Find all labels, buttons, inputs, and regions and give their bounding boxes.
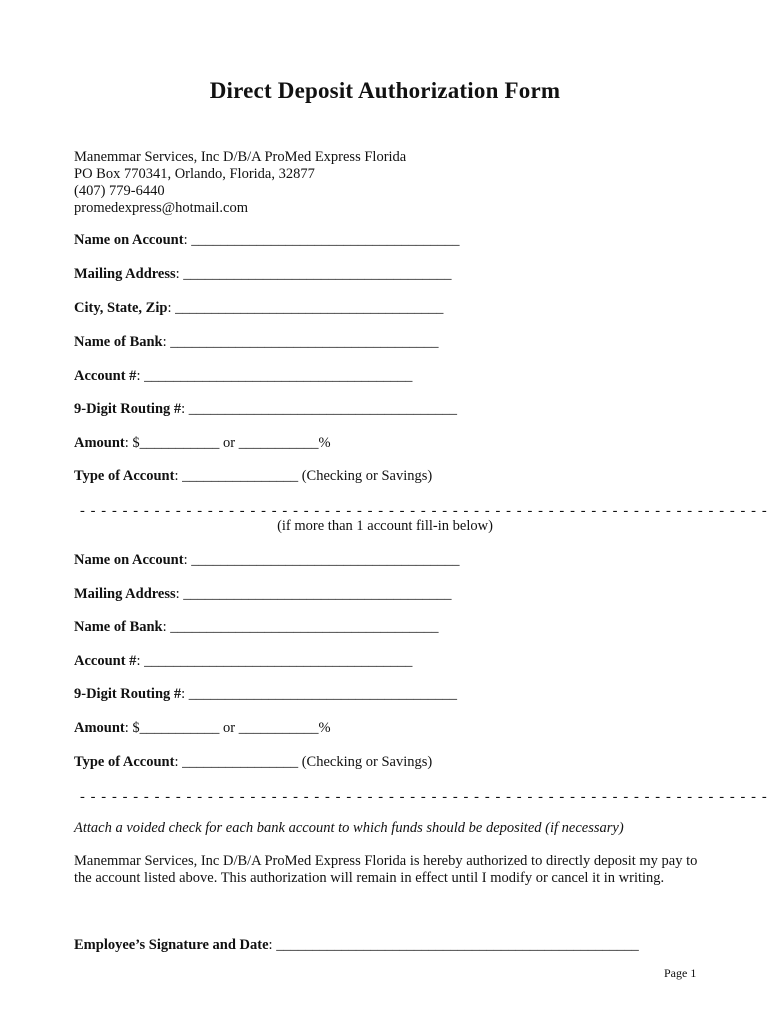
field-label: 9-Digit Routing # [74,686,182,702]
field-mailing-address[interactable] [74,266,452,283]
field-blank[interactable]: : ________________ (Checking or Savings) [174,468,433,484]
field-blank[interactable]: : __________________________________________________ [268,937,639,953]
field-label: Mailing Address [74,266,176,282]
field-blank[interactable]: : ________________ (Checking or Savings) [174,754,433,770]
field-blank[interactable]: : _____________________________________ [162,334,439,350]
field-blank[interactable]: : _____________________________________ [183,552,460,568]
field-name-of-bank[interactable] [74,334,439,351]
company-email: promedexpress@hotmail.com [74,200,249,216]
company-name: Manemmar Services, Inc D/B/A ProMed Express Florida [74,149,407,165]
field-blank[interactable]: : _____________________________________ [162,619,439,635]
field-blank[interactable]: : _____________________________________ [136,653,413,669]
additional-account-note: (if more than 1 account fill-in below) [277,518,493,534]
field-account-type-2[interactable] [74,754,432,771]
field-account-type[interactable] [74,468,432,485]
company-info [74,149,406,217]
field-label: 9-Digit Routing # [74,401,182,417]
field-blank[interactable]: : _____________________________________ [167,300,444,316]
field-signature-date[interactable] [74,937,639,954]
field-blank[interactable]: : _____________________________________ [181,401,458,417]
company-address: PO Box 770341, Orlando, Florida, 32877 [74,166,315,182]
field-routing-number-2[interactable] [74,686,457,703]
dashed-separator-2: - - - - - - - - - - - - - - - - - - - - - - - - - - - - - - - - - - - - - - - - - - - - - - - - - - - - - - - - - - - - - - - - - [80,789,768,805]
field-name-of-bank-2[interactable] [74,619,439,636]
field-label: Name on Account [74,552,184,568]
field-amount-2[interactable] [74,720,331,737]
field-blank[interactable]: : _____________________________________ [183,232,460,248]
field-label: Mailing Address [74,586,176,602]
field-blank[interactable]: : _____________________________________ [181,686,458,702]
field-blank[interactable]: : _____________________________________ [175,586,452,602]
field-label: Employee’s Signature and Date [74,937,269,953]
field-label: Name of Bank [74,619,163,635]
field-label: Type of Account [74,468,175,484]
field-label: Account # [74,653,137,669]
field-account-number-2[interactable] [74,653,412,670]
field-label: Amount [74,435,125,451]
company-phone: (407) 779-6440 [74,183,165,199]
field-mailing-address-2[interactable] [74,586,452,603]
field-label: Amount [74,720,125,736]
field-city-state-zip[interactable] [74,300,443,317]
field-name-on-account-2[interactable] [74,552,459,569]
field-blank[interactable]: : _____________________________________ [175,266,452,282]
field-amount[interactable] [74,435,331,452]
field-routing-number[interactable] [74,401,457,418]
field-label: Name of Bank [74,334,163,350]
authorization-paragraph: Manemmar Services, Inc D/B/A ProMed Express Florida is hereby authorized to directly deposit my pay to the account listed above. This authorization will remain in effect until I modify or cancel it in writing. [74,853,698,886]
field-blank[interactable]: : $___________ or ___________% [124,720,331,736]
field-label: Type of Account [74,754,175,770]
field-name-on-account[interactable] [74,232,459,249]
form-title: Direct Deposit Authorization Form [209,78,561,103]
page-number: Page 1 [664,966,697,980]
field-label: City, State, Zip [74,300,168,316]
field-blank[interactable]: : _____________________________________ [136,368,413,384]
attach-check-note: Attach a voided check for each bank account to which funds should be deposited (if necessary) [74,820,624,836]
field-account-number[interactable] [74,368,412,385]
field-label: Account # [74,368,137,384]
field-label: Name on Account [74,232,184,248]
dashed-separator: - - - - - - - - - - - - - - - - - - - - - - - - - - - - - - - - - - - - - - - - - - - - - - - - - - - - - - - - - - - - - - - - - [80,503,768,519]
field-blank[interactable]: : $___________ or ___________% [124,435,331,451]
